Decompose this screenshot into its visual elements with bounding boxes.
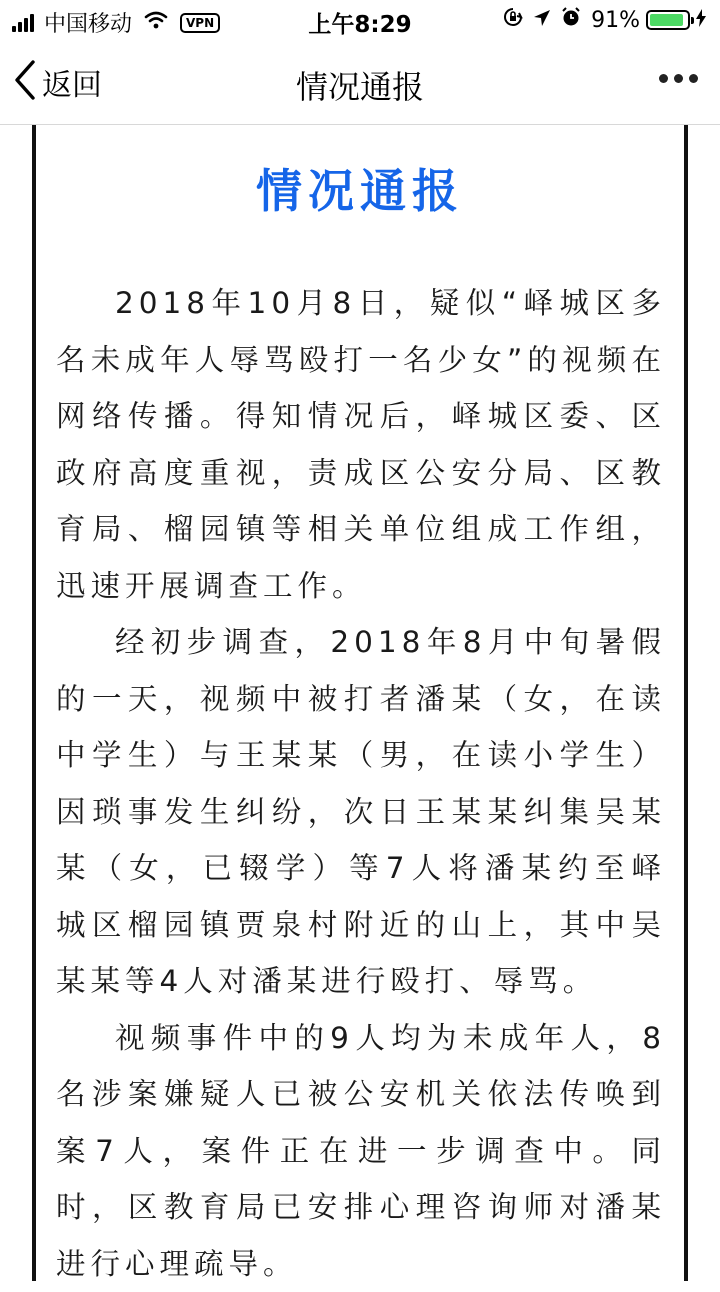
document-title: 情况通报 [0,155,720,221]
more-icon[interactable] [653,74,698,83]
vpn-icon: VPN [180,13,220,33]
alarm-icon [561,7,581,33]
paragraph-1: 2018年10月8日，疑似“峄城区多名未成年人辱骂殴打一名少女”的视频在网络传播。得知情况后，峄城区委、区政府高度重视，责成区公安分局、区教育局、榴园镇等相关单位组成工作组，迅速开展调查工作。 [56,275,666,614]
location-icon [533,8,551,33]
status-bar [0,0,720,40]
paragraph-2: 经初步调查，2018年8月中旬暑假的一天，视频中被打者潘某（女，在读中学生）与王某某（男，在读小学生）因琐事发生纠纷，次日王某某纠集吴某某（女，已辍学）等7人将潘某约至峄城区榴园镇贾泉村附近的山上，其中吴某某等4人对潘某进行殴打、辱骂。 [56,614,666,1010]
article-content [0,125,720,1281]
battery-icon [646,10,690,30]
charging-icon [696,8,706,33]
article-body [56,275,666,1292]
status-right [493,7,706,33]
battery-fill [650,14,683,26]
status-time: 上午8:29 [0,6,720,39]
orientation-lock-icon [503,7,523,33]
battery-percent: 91% [591,8,640,33]
back-label: 返回 [42,60,102,104]
paragraph-3: 视频事件中的9人均为未成年人，8名涉案嫌疑人已被公安机关依法传唤到案7人，案件正在进一步调查中。同时，区教育局已安排心理咨询师对潘某进行心理疏导。 [56,1010,666,1292]
frame-border-right [684,125,688,1281]
carrier-name: 中国移动 [44,7,132,38]
frame-border-left [32,125,36,1281]
nav-title: 情况通报 [0,62,720,108]
nav-bar [0,40,720,125]
